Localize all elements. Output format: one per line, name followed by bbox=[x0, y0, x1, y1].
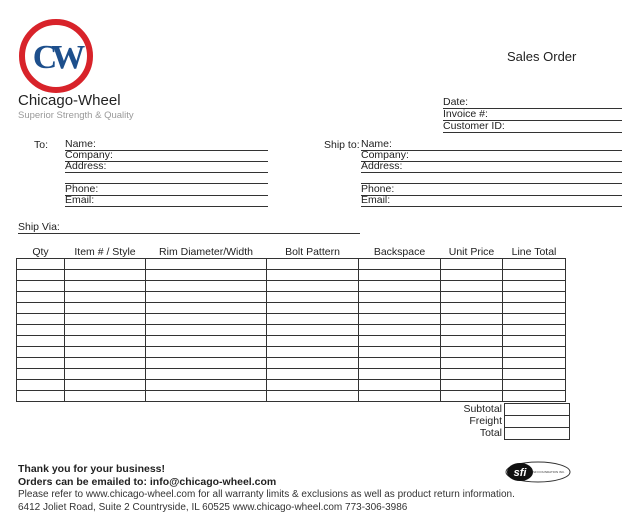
table-row bbox=[17, 347, 566, 358]
table-cell[interactable] bbox=[359, 281, 441, 292]
line-items-table bbox=[16, 246, 566, 402]
table-header-row bbox=[17, 246, 566, 259]
table-cell[interactable] bbox=[65, 380, 146, 391]
freight-row bbox=[438, 416, 570, 428]
table-cell[interactable] bbox=[359, 314, 441, 325]
freight-label: Freight bbox=[469, 415, 502, 427]
table-cell[interactable] bbox=[441, 259, 503, 270]
table-row bbox=[17, 380, 566, 391]
col-item-style: Item # / Style bbox=[74, 246, 136, 258]
table-cell[interactable] bbox=[359, 270, 441, 281]
table-cell[interactable] bbox=[146, 380, 267, 391]
table-cell[interactable] bbox=[359, 325, 441, 336]
date-label: Date: bbox=[443, 96, 469, 108]
table-cell[interactable] bbox=[503, 391, 566, 402]
table-cell[interactable] bbox=[146, 325, 267, 336]
table-cell[interactable] bbox=[17, 292, 65, 303]
col-bolt-pattern: Bolt Pattern bbox=[285, 246, 340, 258]
table-cell[interactable] bbox=[65, 314, 146, 325]
table-cell[interactable] bbox=[267, 369, 359, 380]
logo-text: CW bbox=[32, 39, 80, 76]
table-cell[interactable] bbox=[17, 391, 65, 402]
company-logo bbox=[18, 18, 94, 94]
table-row bbox=[17, 325, 566, 336]
ship-phone-label: Phone: bbox=[361, 183, 395, 195]
table-cell[interactable] bbox=[441, 336, 503, 347]
table-cell[interactable] bbox=[65, 259, 146, 270]
ship-via-field[interactable] bbox=[18, 222, 360, 234]
customer-id-label: Customer ID: bbox=[443, 120, 505, 132]
total-row bbox=[438, 428, 570, 440]
thanks-text: Thank you for your business! bbox=[18, 463, 166, 475]
sfi-badge bbox=[505, 461, 571, 483]
table-cell[interactable] bbox=[359, 369, 441, 380]
table-cell[interactable] bbox=[267, 314, 359, 325]
table-cell[interactable] bbox=[17, 303, 65, 314]
table-cell[interactable] bbox=[441, 358, 503, 369]
table-row bbox=[17, 259, 566, 270]
table-row bbox=[17, 358, 566, 369]
table-cell[interactable] bbox=[503, 325, 566, 336]
ship-address-line2[interactable] bbox=[361, 172, 622, 184]
table-cell[interactable] bbox=[65, 369, 146, 380]
table-cell[interactable] bbox=[65, 270, 146, 281]
table-cell[interactable] bbox=[17, 380, 65, 391]
email-orders-text: Orders can be emailed to: info@chicago-wheel.com bbox=[18, 476, 277, 488]
table-cell[interactable] bbox=[359, 358, 441, 369]
table-cell[interactable] bbox=[17, 270, 65, 281]
table-cell[interactable] bbox=[17, 369, 65, 380]
to-name-label: Name: bbox=[65, 138, 96, 150]
to-email-label: Email: bbox=[65, 194, 95, 206]
cw-logo-icon bbox=[18, 18, 94, 94]
table-cell[interactable] bbox=[17, 281, 65, 292]
table-row bbox=[17, 391, 566, 402]
to-phone-label: Phone: bbox=[65, 183, 99, 195]
table-cell[interactable] bbox=[503, 358, 566, 369]
subtotal-label: Subtotal bbox=[463, 403, 502, 415]
table-cell[interactable] bbox=[503, 259, 566, 270]
sfi-text: sfi bbox=[513, 467, 527, 479]
ship-to-heading: Ship to: bbox=[324, 139, 360, 151]
table-cell[interactable] bbox=[359, 292, 441, 303]
table-cell[interactable] bbox=[146, 259, 267, 270]
subtotal-row bbox=[438, 404, 570, 416]
table-cell[interactable] bbox=[359, 259, 441, 270]
table-cell[interactable] bbox=[503, 369, 566, 380]
freight-value-cell[interactable] bbox=[505, 416, 570, 428]
table-cell[interactable] bbox=[441, 325, 503, 336]
table-cell[interactable] bbox=[503, 270, 566, 281]
ship-company-label: Company: bbox=[361, 149, 409, 161]
table-cell[interactable] bbox=[441, 380, 503, 391]
table-cell[interactable] bbox=[146, 303, 267, 314]
table-cell[interactable] bbox=[17, 259, 65, 270]
table-cell[interactable] bbox=[267, 391, 359, 402]
table-cell[interactable] bbox=[146, 281, 267, 292]
table-cell[interactable] bbox=[503, 281, 566, 292]
table-cell[interactable] bbox=[267, 347, 359, 358]
ship-name-label: Name: bbox=[361, 138, 392, 150]
col-qty: Qty bbox=[32, 246, 49, 258]
table-cell[interactable] bbox=[503, 336, 566, 347]
table-cell[interactable] bbox=[267, 292, 359, 303]
document-title: Sales Order bbox=[507, 49, 577, 64]
table-cell[interactable] bbox=[17, 336, 65, 347]
table-cell[interactable] bbox=[65, 336, 146, 347]
customer-id-field[interactable] bbox=[443, 121, 622, 133]
sfi-small-text: SFI FOUNDATION INC. bbox=[533, 470, 565, 474]
table-cell[interactable] bbox=[65, 303, 146, 314]
table-cell[interactable] bbox=[441, 303, 503, 314]
table-cell[interactable] bbox=[503, 347, 566, 358]
warranty-text: Please refer to www.chicago-wheel.com for all warranty limits & exclusions as well as product return information. bbox=[18, 489, 515, 500]
to-address-label: Address: bbox=[65, 160, 107, 172]
total-label: Total bbox=[479, 427, 502, 439]
table-cell[interactable] bbox=[146, 369, 267, 380]
table-cell[interactable] bbox=[267, 270, 359, 281]
table-cell[interactable] bbox=[503, 303, 566, 314]
table-row bbox=[17, 336, 566, 347]
table-cell[interactable] bbox=[146, 358, 267, 369]
table-cell[interactable] bbox=[441, 314, 503, 325]
table-cell[interactable] bbox=[146, 270, 267, 281]
ship-email-field[interactable] bbox=[361, 195, 622, 207]
table-cell[interactable] bbox=[65, 281, 146, 292]
table-cell[interactable] bbox=[65, 391, 146, 402]
table-row bbox=[17, 270, 566, 281]
table-cell[interactable] bbox=[17, 358, 65, 369]
table-cell[interactable] bbox=[503, 292, 566, 303]
table-cell[interactable] bbox=[65, 347, 146, 358]
col-unit-price: Unit Price bbox=[448, 246, 495, 258]
to-heading: To: bbox=[34, 139, 49, 151]
table-cell[interactable] bbox=[267, 336, 359, 347]
table-row bbox=[17, 303, 566, 314]
sfi-logo-icon bbox=[505, 461, 571, 483]
table-cell[interactable] bbox=[359, 380, 441, 391]
col-rim-diameter: Rim Diameter/Width bbox=[159, 246, 253, 258]
table-row bbox=[17, 292, 566, 303]
company-tagline: Superior Strength & Quality bbox=[18, 110, 134, 121]
table-cell[interactable] bbox=[441, 281, 503, 292]
col-backspace: Backspace bbox=[373, 246, 426, 258]
table-cell[interactable] bbox=[441, 347, 503, 358]
table-cell[interactable] bbox=[359, 336, 441, 347]
table-row bbox=[17, 281, 566, 292]
table-row bbox=[17, 369, 566, 380]
total-value-cell[interactable] bbox=[505, 428, 570, 440]
to-email-field[interactable] bbox=[65, 195, 268, 207]
table-cell[interactable] bbox=[146, 314, 267, 325]
table-cell[interactable] bbox=[267, 358, 359, 369]
table-cell[interactable] bbox=[503, 314, 566, 325]
table-cell[interactable] bbox=[65, 358, 146, 369]
subtotal-value-cell[interactable] bbox=[505, 404, 570, 416]
table-cell[interactable] bbox=[17, 325, 65, 336]
ship-email-label: Email: bbox=[361, 194, 391, 206]
table-cell[interactable] bbox=[65, 292, 146, 303]
table-cell[interactable] bbox=[359, 391, 441, 402]
table-cell[interactable] bbox=[359, 347, 441, 358]
table-cell[interactable] bbox=[17, 314, 65, 325]
invoice-label: Invoice #: bbox=[443, 108, 488, 120]
table-cell[interactable] bbox=[146, 347, 267, 358]
to-company-label: Company: bbox=[65, 149, 113, 161]
table-cell[interactable] bbox=[267, 303, 359, 314]
table-cell[interactable] bbox=[503, 380, 566, 391]
table-cell[interactable] bbox=[17, 347, 65, 358]
table-cell[interactable] bbox=[359, 303, 441, 314]
table-cell[interactable] bbox=[146, 391, 267, 402]
table-cell[interactable] bbox=[267, 281, 359, 292]
totals-table bbox=[438, 403, 570, 440]
address-text: 6412 Joliet Road, Suite 2 Countryside, IL 60525 www.chicago-wheel.com 773-306-3986 bbox=[18, 502, 408, 513]
table-cell[interactable] bbox=[441, 391, 503, 402]
table-cell[interactable] bbox=[267, 325, 359, 336]
table-cell[interactable] bbox=[441, 270, 503, 281]
table-row bbox=[17, 314, 566, 325]
table-cell[interactable] bbox=[65, 325, 146, 336]
table-cell[interactable] bbox=[146, 292, 267, 303]
ship-via-label: Ship Via: bbox=[18, 221, 60, 233]
table-cell[interactable] bbox=[146, 336, 267, 347]
table-cell[interactable] bbox=[267, 259, 359, 270]
ship-address-label: Address: bbox=[361, 160, 403, 172]
table-cell[interactable] bbox=[267, 380, 359, 391]
col-line-total: Line Total bbox=[511, 246, 557, 258]
company-name: Chicago-Wheel bbox=[18, 92, 121, 109]
table-cell[interactable] bbox=[441, 369, 503, 380]
table-cell[interactable] bbox=[441, 292, 503, 303]
